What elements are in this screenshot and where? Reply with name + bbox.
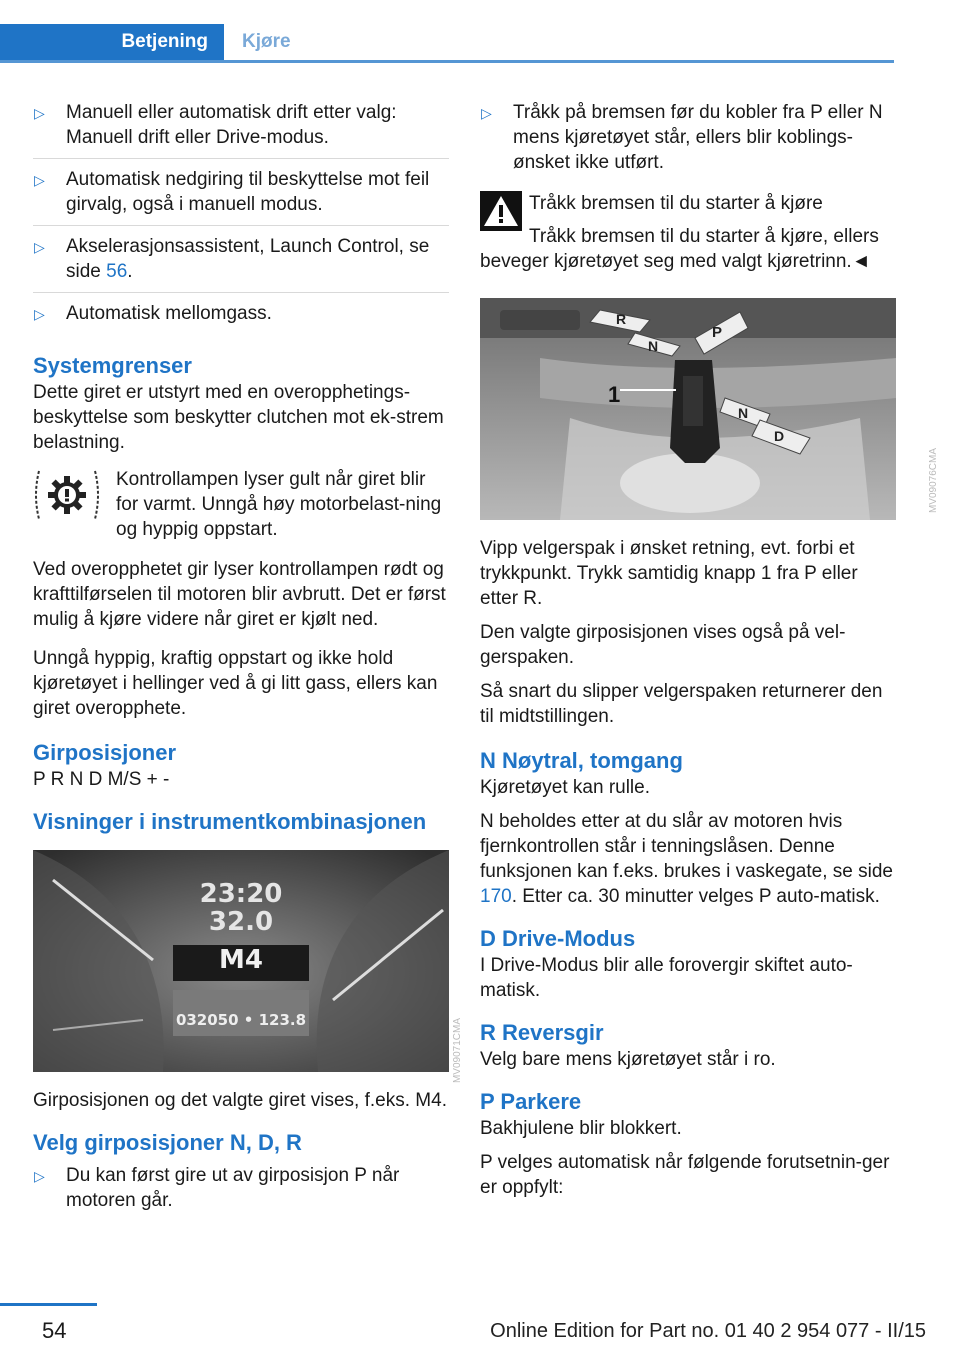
left-column: [33, 100, 449, 1229]
triangle-bullet-icon: ▷: [34, 1168, 45, 1184]
instrument-cluster-image: [33, 850, 449, 1072]
warning-lamp-text: Kontrollampen lyser gult når giret blir for varmt. Unngå høy motorbelast-ning og hyppig oppstart.: [116, 469, 442, 540]
shifter-label-p: P: [712, 324, 723, 341]
warning-lamp-note: [33, 467, 449, 547]
cluster-image-watermark: MV09071CMA: [452, 1018, 463, 1084]
triangle-bullet-icon: ▷: [34, 105, 45, 121]
triangle-bullet-icon: ▷: [34, 239, 45, 255]
list-item: ▷ Automatisk nedgiring til beskyttelse mot feil girvalg, også i manuell modus.: [33, 167, 449, 226]
list-item: ▷ Tråkk på bremsen før du kobler fra P eller N mens kjøretøyet står, ellers blir koblings-ønsket ikke utført.: [481, 102, 883, 173]
paragraph: Dette giret er utstyrt med en overopphetings-beskyttelse som beskytter clutchen mot ek-strem belastning.: [33, 382, 444, 453]
paragraph: Bakhjulene blir blokkert.: [480, 1118, 682, 1139]
heading-systemgrenser: Systemgrenser: [33, 353, 192, 378]
cluster-temp: 32.0: [208, 907, 274, 937]
paragraph: N beholdes etter at du slår av motoren hvis fjernkontrollen står i tenningslåsen. Denne funksjonen kan f.eks. brukes i vaskegate, se side 170. Etter ca. 30 minutter velges P auto-matisk.: [480, 811, 893, 907]
shifter-label-n-upper: N: [648, 338, 659, 354]
shifter-label-d: D: [774, 428, 785, 444]
warning-title: Tråkk bremsen til du starter å kjøre: [529, 193, 823, 214]
cluster-display: [183, 880, 299, 936]
shifter-image-watermark: MV09076CMA: [928, 448, 939, 514]
paragraph: Kjøretøyet kan rulle.: [480, 777, 650, 798]
page-link-170[interactable]: 170: [480, 886, 512, 907]
online-edition-text: Online Edition for Part no. 01 40 2 954 077 - II/15: [490, 1320, 926, 1342]
feature-list: [33, 100, 449, 334]
gear-selector-image: [480, 298, 896, 520]
shifter-label-r: R: [616, 311, 627, 327]
header-divider: [0, 60, 894, 63]
paragraph: Unngå hyppig, kraftig oppstart og ikke hold kjøretøyet i hellinger ved å gi litt gass, ellers kan giret overopphete.: [33, 648, 438, 719]
cluster-odometer: 032050 • 123.8: [175, 1011, 307, 1029]
brake-list: [480, 100, 896, 183]
tab-betjening[interactable]: [0, 24, 224, 61]
shifter-label-1: 1: [608, 382, 621, 407]
paragraph: I Drive-Modus blir alle forovergir skiftet auto-matisk.: [480, 955, 853, 1001]
paragraph: P velges automatisk når følgende forutsetnin-ger er oppfylt:: [480, 1152, 890, 1198]
transmission-warning-lamp-icon: [33, 467, 101, 523]
paragraph: Så snart du slipper velgerspaken returnerer den til midtstillingen.: [480, 681, 883, 727]
list-item: ▷ Akselerasjonsassistent, Launch Control, se side 56.: [33, 234, 449, 293]
select-list: [33, 1163, 449, 1221]
heading-girposisjoner: Girposisjoner: [33, 740, 177, 765]
heading-r-reversgir: R Reversgir: [480, 1020, 604, 1045]
warning-note: [480, 191, 896, 274]
cluster-time: 23:20: [199, 879, 283, 909]
right-column: [480, 100, 896, 1209]
heading-velg-girposisjoner: Velg girposisjoner N, D, R: [33, 1130, 302, 1155]
heading-p-parkere: P Parkere: [480, 1089, 582, 1114]
triangle-bullet-icon: ▷: [34, 306, 45, 322]
page-header: [0, 0, 960, 62]
paragraph: Den valgte girposisjonen vises også på vel-gerspaken.: [480, 622, 846, 668]
footer-divider: [0, 1303, 97, 1306]
paragraph: Ved overopphetet gir lyser kontrollampen rødt og krafttilførselen til motoren blir avbrutt. Det er først mulig å kjøre videre når giret er kjølt ned.: [33, 559, 446, 630]
page-number: 54: [42, 1318, 67, 1343]
heading-n-noytral: N Nøytral, tomgang: [480, 748, 683, 773]
cluster-gear: M4: [219, 945, 263, 975]
tab-kjore-label: Kjøre: [242, 31, 291, 52]
triangle-bullet-icon: ▷: [481, 105, 492, 121]
list-item: ▷ Automatisk mellomgass.: [33, 301, 449, 334]
heading-d-drive: D Drive-Modus: [480, 926, 636, 951]
tab-betjening-label: Betjening: [121, 31, 208, 52]
list-item: ▷ Manuell eller automatisk drift etter valg: Manuell drift eller Drive-modus.: [33, 100, 449, 159]
triangle-bullet-icon: ▷: [34, 172, 45, 188]
list-item: ▷ Du kan først gire ut av girposisjon P når motoren går.: [34, 1165, 400, 1211]
paragraph: Vipp velgerspak i ønsket retning, evt. forbi et trykkpunkt. Trykk samtidig knapp 1 fra P eller etter R.: [480, 538, 858, 609]
gear-positions-text: P R N D M/S + -: [33, 769, 170, 790]
image-caption: Girposisjonen og det valgte giret vises, f.eks. M4.: [33, 1090, 447, 1111]
tab-kjore[interactable]: [224, 24, 894, 61]
warning-body: Tråkk bremsen til du starter å kjøre, ellers beveger kjøretøyet seg med valgt kjøretrinn.◄: [480, 226, 879, 272]
page-link-56[interactable]: 56: [106, 261, 128, 282]
heading-visninger: Visninger i instrumentkombinasjonen: [33, 809, 427, 834]
shifter-label-n-lower: N: [738, 405, 749, 421]
paragraph: Velg bare mens kjøretøyet står i ro.: [480, 1049, 776, 1070]
warning-triangle-icon: [480, 191, 522, 231]
